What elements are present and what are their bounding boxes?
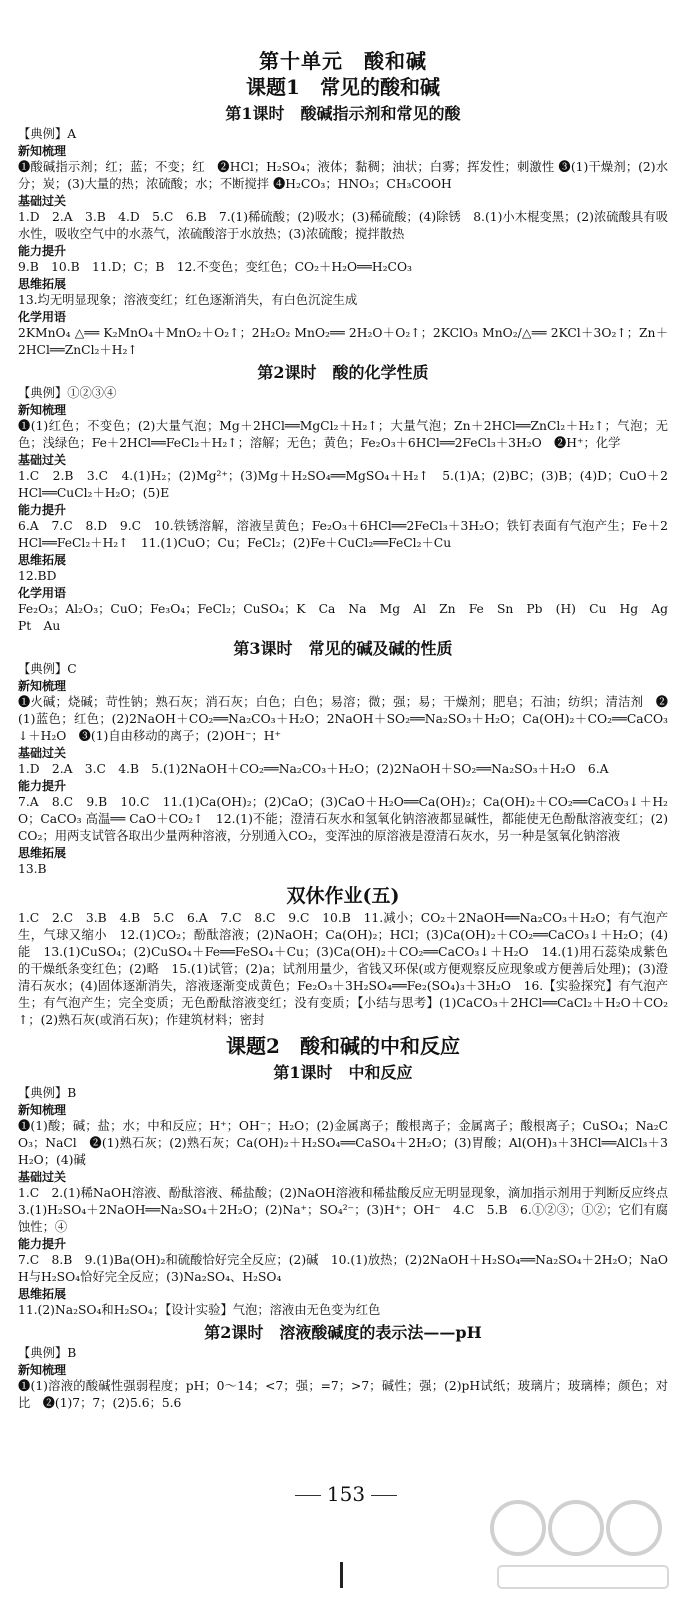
section-label: 基础过关 [18,194,67,208]
section-label: 思维拓展 [18,846,67,860]
section-label: 思维拓展 [18,277,67,291]
section-text: ❶(1)溶液的酸碱性强弱程度；pH；0～14；<7；强；=7；>7；碱性；强；(2)pH试纸；玻璃片；玻璃棒；颜色；对比 ❷(1)7；7；(2)5.6；5.6 [18,1379,668,1410]
lesson-title: 第2课时 酸的化学性质 [257,363,429,382]
section-label: 化学用语 [18,586,67,600]
section-label: 新知梳理 [18,679,67,693]
section-text: 【典例】①②③④ [18,386,117,400]
section-text: Fe₂O₃；Al₂O₃；CuO；Fe₃O₄；FeCl₂；CuSO₄；K Ca Na Mg Al Zn Fe Sn Pb (H) Cu Hg Ag Pt Au [18,602,681,633]
section-text: ❶火碱；烧碱；苛性钠；熟石灰；消石灰；白色；白色；易溶；微；强；易；干燥剂；肥皂；石油；纺织；清洁剂 ❷(1)蓝色；红色；(2)2NaOH＋CO₂══Na₂CO₃＋H₂O；2NaOH＋SO₂══Na₂SO₃＋H₂O；Ca(OH)₂＋CO₂══CaCO₃↓＋H₂O ❸(1)自由移动的离子；(2)OH⁻；H⁺ [18,695,668,743]
section-label: 能力提升 [18,1237,67,1251]
section-text: ❶(1)红色；不变色；(2)大量气泡；Mg＋2HCl══MgCl₂＋H₂↑；大量气泡；Zn＋2HCl══ZnCl₂＋H₂↑；气泡；无色；浅绿色；Fe＋2HCl══FeCl₂＋H₂↑；溶解；无色；黄色；Fe₂O₃＋6HCl══2FeCl₃＋3H₂O ❷H⁺；化学 [18,419,668,450]
lesson-title: 第3课时 常见的碱及碱的性质 [233,639,453,658]
section-text: 7.C 8.B 9.(1)Ba(OH)₂和硫酸恰好完全反应；(2)碱 10.(1)放热；(2)2NaOH＋H₂SO₄══Na₂SO₄＋2H₂O；NaOH与H₂SO₄恰好完全反应；(3)Na₂SO₄、H₂SO₄ [18,1253,668,1284]
section-text: 1.C 2.B 3.C 4.(1)H₂；(2)Mg²⁺；(3)Mg＋H₂SO₄══MgSO₄＋H₂↑ 5.(1)A；(2)BC；(3)B；(4)D；CuO＋2HCl══CuCl₂＋H₂O；(5)E [18,469,668,500]
topic-title-1: 课题1 常见的酸和碱 [246,75,440,99]
section-text: 7.A 8.C 9.B 10.C 11.(1)Ca(OH)₂；(2)CaO；(3)CaO＋H₂O══Ca(OH)₂；Ca(OH)₂＋CO₂══CaCO₃↓＋H₂O；CaCO₃ 高温══ CaO＋CO₂↑ 12.(1)不能；澄清石灰水和氢氧化钠溶液都显碱性，都能使无色酚酞溶液变红；(2)CO₂；用两支试管各取出少量两种溶液，分别通入CO₂，变浑浊的原溶液是澄清石灰水，另一种是氢氧化钠溶液 [18,795,668,843]
lessons-group-1 [18,102,681,878]
section-text: ❶(1)酸；碱；盐；水；中和反应；H⁺；OH⁻；H₂O；(2)金属离子；酸根离子；金属离子；酸根离子；CuSO₄；Na₂CO₃；NaCl ❷(1)熟石灰；(2)熟石灰；Ca(OH)₂＋H₂SO₄══CaSO₄＋2H₂O；(3)胃酸；Al(OH)₃＋3HCl══AlCl₃＋3H₂O；(4)碱 [18,1119,668,1167]
section-text: 9.B 10.B 11.D；C；B 12.不变色；变红色；CO₂＋H₂O══H₂CO₃ [18,260,412,274]
section-label: 思维拓展 [18,553,67,567]
section-text: 1.D 2.A 3.C 4.B 5.(1)2NaOH＋CO₂══Na₂CO₃＋H₂O；(2)2NaOH＋SO₂══Na₂SO₃＋H₂O 6.A [18,762,609,776]
page-number-text: 153 [326,1482,366,1506]
section-label: 能力提升 [18,779,67,793]
section-text: 【典例】B [18,1346,77,1360]
section-text: ❶酸碱指示剂；红；蓝；不变；红 ❷HCl；H₂SO₄；液体；黏稠；油状；白雾；挥发性；刺激性 ❸(1)干燥剂；(2)水分；炭；(3)大量的热；浓硫酸；水；不断搅拌 ❹H₂CO₃；HNO₃；CH₃COOH [18,160,668,191]
lessons-group-2 [18,1061,681,1412]
section-text: 11.(2)Na₂SO₄和H₂SO₄；【设计实验】气泡；溶液由无色变为红色 [18,1303,381,1317]
weekend-work-answers: 1.C 2.C 3.B 4.B 5.C 6.A 7.C 8.C 9.C 10.B 11.减小；CO₂＋2NaOH══Na₂CO₃＋H₂O；有气泡产生，气球又缩小 12.(1)CO₂；酚酞溶液；(2)NaOH；Ca(OH)₂；HCl；(3)Ca(OH)₂＋CO₂══CaCO₃↓＋H₂O；(4)能 13.(1)CuSO₄；(2)CuSO₄＋Fe══FeSO₄＋Cu；(3)Ca(OH)₂＋CO₂══CaCO₃↓＋H₂O 14.(1)用石蕊染成紫色的干燥纸条变红色；(2)略 15.(1)试管；(2)a；试剂用量少，省钱又环保(或方便观察反应现象或方便善后处理)；(3)澄清石灰水；(4)固体逐渐消失，溶液逐渐变成黄色；Fe₂O₃＋3H₂SO₄══Fe₂(SO₄)₃＋3H₂O 16.【实验探究】有气泡产生；有气泡产生；完全变质；无色酚酞溶液变红；没有变质；【小结与思考】(1)CaCO₃＋2HCl══CaCl₂＋H₂O＋CO₂↑；(2)熟石灰(或消石灰)；作建筑材料；密封 [18,911,668,1027]
scan-mark [340,1562,343,1588]
section-label: 基础过关 [18,453,67,467]
section-label: 新知梳理 [18,1103,67,1117]
section-text: 12.BD [18,569,57,583]
watermark-logo [478,1488,678,1594]
section-text: 6.A 7.C 8.D 9.C 10.铁锈溶解，溶液呈黄色；Fe₂O₃＋6HCl══2FeCl₃＋3H₂O；铁钉表面有气泡产生；Fe＋2HCl══FeCl₂＋H₂↑ 11.(1)CuO；Cu；FeCl₂；(2)Fe＋CuCl₂══FeCl₂＋Cu [18,519,668,550]
section-text: 【典例】B [18,1086,77,1100]
section-label: 基础过关 [18,1170,67,1184]
section-label: 思维拓展 [18,1287,67,1301]
lesson-title: 第1课时 酸碱指示剂和常见的酸 [225,104,461,123]
section-label: 新知梳理 [18,144,67,158]
section-text: 【典例】A [18,127,77,141]
section-label: 能力提升 [18,244,67,258]
section-text: 1.D 2.A 3.B 4.D 5.C 6.B 7.(1)稀硫酸；(2)吸水；(3)稀硫酸；(4)除锈 8.(1)小木棍变黑；(2)浓硫酸具有吸水性，吸收空气中的水蒸气，浓硫酸溶于水放热；(3)浓硫酸；搅拌散热 [18,210,668,241]
weekend-work-title: 双休作业(五) [286,885,400,907]
section-text: 1.C 2.(1)稀NaOH溶液、酚酞溶液、稀盐酸；(2)NaOH溶液和稀盐酸反应无明显现象，滴加指示剂用于判断反应终点 3.(1)H₂SO₄＋2NaOH══Na₂SO₄＋2H₂O；(2)Na⁺；SO₄²⁻；(3)H⁺；OH⁻ 4.C 5.B 6.①②③；①②；它们有腐蚀性；④ [18,1186,681,1234]
lesson-title: 第1课时 中和反应 [273,1063,413,1082]
section-text: 【典例】C [18,662,77,676]
section-label: 新知梳理 [18,1363,67,1377]
section-label: 化学用语 [18,310,67,324]
section-label: 基础过关 [18,746,67,760]
unit-title: 第十单元 酸和碱 [259,49,427,73]
section-label: 能力提升 [18,503,67,517]
topic-title-2: 课题2 酸和碱的中和反应 [226,1034,460,1058]
section-text: 13.均无明显现象；溶液变红；红色逐渐消失，有白色沉淀生成 [18,293,358,307]
section-text: 2KMnO₄ △══ K₂MnO₄＋MnO₂＋O₂↑；2H₂O₂ MnO₂══ 2H₂O＋O₂↑；2KClO₃ MnO₂/△══ 2KCl＋3O₂↑；Zn＋2HCl══ZnCl₂＋H₂↑ [18,326,668,357]
lesson-title: 第2课时 溶液酸碱度的表示法——pH [204,1323,482,1342]
section-text: 13.B [18,862,47,876]
section-label: 新知梳理 [18,403,67,417]
